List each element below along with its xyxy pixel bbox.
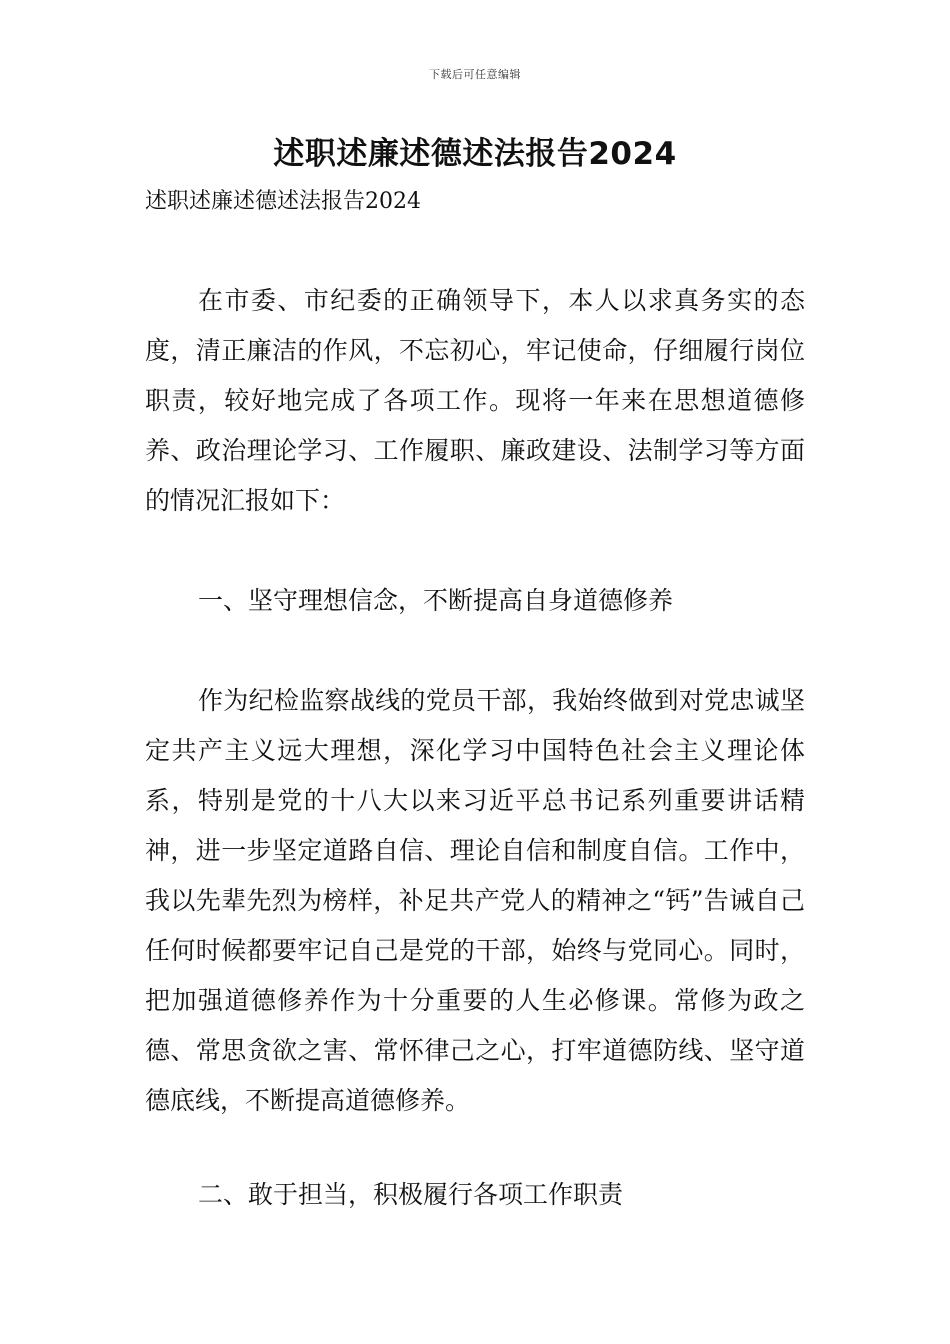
document-title: 述职述廉述德述法报告2024	[273, 136, 677, 172]
header-note: 下载后可任意编辑	[429, 68, 521, 81]
section-heading-1: 一、坚守理想信念，不断提高自身道德修养	[198, 586, 674, 615]
section-heading-2: 二、敢于担当，积极履行各项工作职责	[198, 1180, 624, 1209]
intro-paragraph: 在市委、市纪委的正确领导下，本人以求真务实的态度，清正廉洁的作风，不忘初心，牢记使命，仔细履行岗位职责，较好地完成了各项工作。现将一年来在思想道德修养、政治理论学习、工作履职、廉政建设、法制学习等方面的情况汇报如下：	[145, 286, 805, 515]
document-subtitle: 述职述廉述德述法报告2024	[145, 189, 421, 214]
section-paragraph-1: 作为纪检监察战线的党员干部，我始终做到对党忠诚坚定共产主义远大理想，深化学习中国特色社会主义理论体系，特别是党的十八大以来习近平总书记系列重要讲话精神，进一步坚定道路自信、理论自信和制度自信。工作中，我以先辈先烈为榜样，补足共产党人的精神之“钙”告诫自己任何时候都要牢记自己是党的干部，始终与党同心。同时，把加强道德修养作为十分重要的人生必修课。常修为政之德、常思贪欲之害、常怀律己之心，打牢道德防线、坚守道德底线，不断提高道德修养。	[145, 686, 805, 1115]
